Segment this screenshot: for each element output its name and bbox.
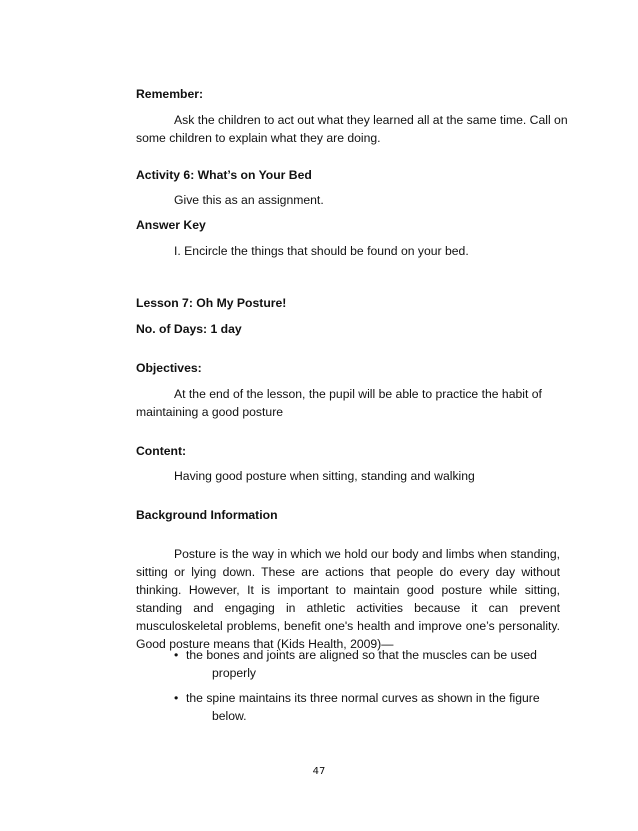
remember-heading: Remember: xyxy=(136,87,204,101)
bullet-text-line-1: the bones and joints are aligned so that the muscles can be used xyxy=(186,648,537,662)
activity-6-text: Give this as an assignment. xyxy=(174,193,324,207)
activity-6-heading: Activity 6: What’s on Your Bed xyxy=(136,168,312,182)
background-paragraph xyxy=(136,545,560,653)
background-paragraph-text: Posture is the way in which we hold our body and limbs when standing, sitting or lying down. These are actions that people do every day without thinking. However, It is important to maintain good posture while sitting, standing and engaging in athletic activities because it can prevent musculoskeletal problems, benefit one's health and improve one’s personality. Good posture means that (Kids Health, 2009)— xyxy=(136,547,560,651)
remember-text-line-1: Ask the children to act out what they learned all at the same time. Call on xyxy=(174,113,568,127)
answer-key-heading: Answer Key xyxy=(136,218,206,232)
lesson-7-days: No. of Days: 1 day xyxy=(136,322,242,336)
bullet-text-line-1: the spine maintains its three normal curves as shown in the figure xyxy=(186,691,540,705)
page-number: 47 xyxy=(312,766,326,777)
bullet-marker: • xyxy=(174,691,179,705)
content-heading: Content: xyxy=(136,444,187,458)
objectives-text-line-2: maintaining a good posture xyxy=(136,405,284,419)
answer-key-text: I. Encircle the things that should be found on your bed. xyxy=(174,244,469,258)
lesson-7-heading: Lesson 7: Oh My Posture! xyxy=(136,296,287,310)
content-text: Having good posture when sitting, standing and walking xyxy=(174,469,475,483)
bullet-text-line-2: below. xyxy=(212,709,247,723)
objectives-heading: Objectives: xyxy=(136,361,202,375)
objectives-text-line-1: At the end of the lesson, the pupil will be able to practice the habit of xyxy=(174,387,542,401)
bullet-marker: • xyxy=(174,648,179,662)
bullet-text-line-2: properly xyxy=(212,666,257,680)
background-heading: Background Information xyxy=(136,508,278,522)
remember-text-line-2: some children to explain what they are doing. xyxy=(136,131,381,145)
